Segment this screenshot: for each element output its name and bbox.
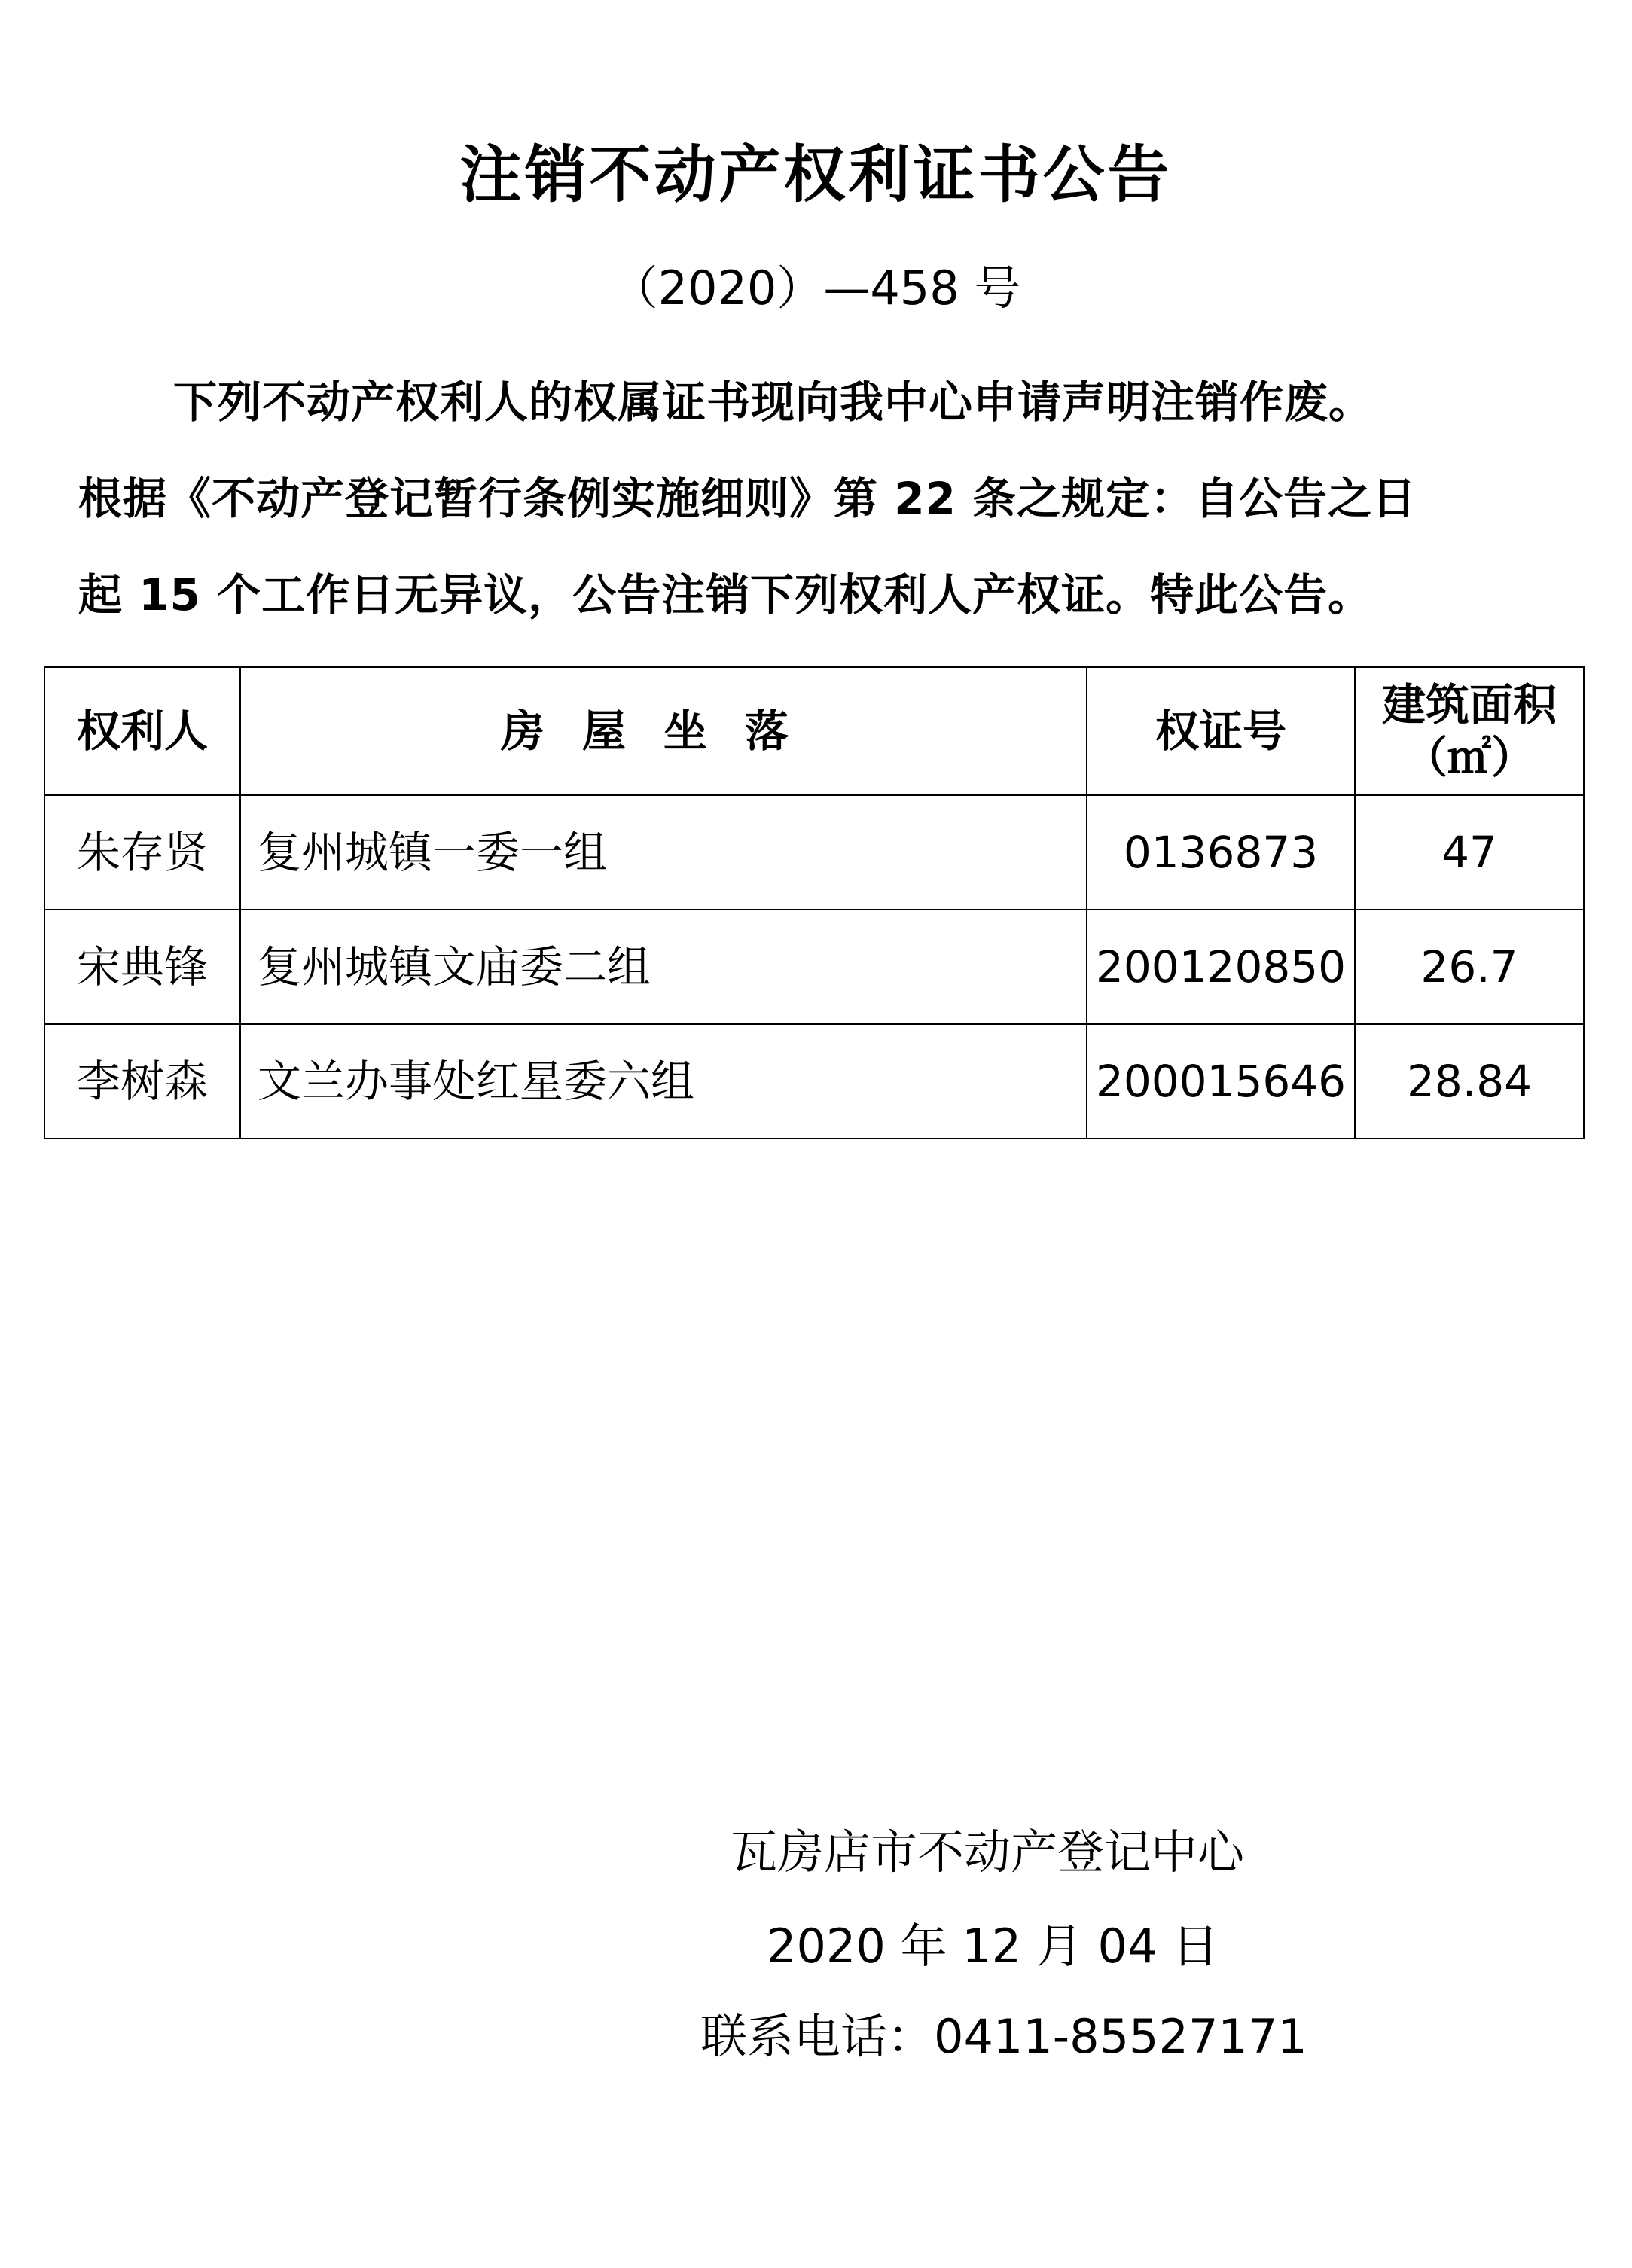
body-line-2: 根据《不动产登记暂行条例实施细则》第 22 条之规定：自公告之日: [78, 473, 1417, 524]
header-area: [1355, 667, 1584, 795]
holder-cell: 朱存贤: [44, 795, 240, 910]
issuing-organization: 瓦房店市不动产登记中心: [731, 1824, 1245, 1879]
table-row: [44, 795, 1584, 910]
certificate-table: [44, 666, 1585, 1139]
header-holder: 权利人: [44, 667, 240, 795]
header-location: 房屋坐落: [240, 667, 1087, 795]
table-row: [44, 910, 1584, 1024]
header-area-line1: 建筑面积: [1381, 679, 1557, 730]
location-cell: 复州城镇一委一组: [240, 795, 1087, 910]
header-area-line2: （㎡）: [1403, 732, 1535, 783]
issue-date: 2020 年 12 月 04 日: [767, 1919, 1219, 1974]
body-line-1: 下列不动产权利人的权属证书现向我中心申请声明注销作废。: [173, 376, 1374, 428]
document-number: （2020）—458 号: [611, 261, 1021, 316]
header-cert-no: 权证号: [1087, 667, 1355, 795]
contact-phone: 联系电话：0411-85527171: [700, 2009, 1307, 2064]
holder-cell: 宋典锋: [44, 910, 240, 1024]
notice-body: [78, 354, 1554, 643]
table-header-row: [44, 667, 1584, 795]
notice-title: 注销不动产权利证书公告: [459, 139, 1173, 211]
table-row: [44, 1024, 1584, 1139]
area-cell: 26.7: [1355, 910, 1584, 1024]
location-cell: 复州城镇文庙委二组: [240, 910, 1087, 1024]
location-cell: 文兰办事处红星委六组: [240, 1024, 1087, 1139]
area-cell: 28.84: [1355, 1024, 1584, 1139]
cert-no-cell: 200015646: [1087, 1024, 1355, 1139]
body-line-3: 起 15 个工作日无异议，公告注销下列权利人产权证。特此公告。: [78, 569, 1373, 620]
cert-no-cell: 200120850: [1087, 910, 1355, 1024]
holder-cell: 李树森: [44, 1024, 240, 1139]
area-cell: 47: [1355, 795, 1584, 910]
cert-no-cell: 0136873: [1087, 795, 1355, 910]
